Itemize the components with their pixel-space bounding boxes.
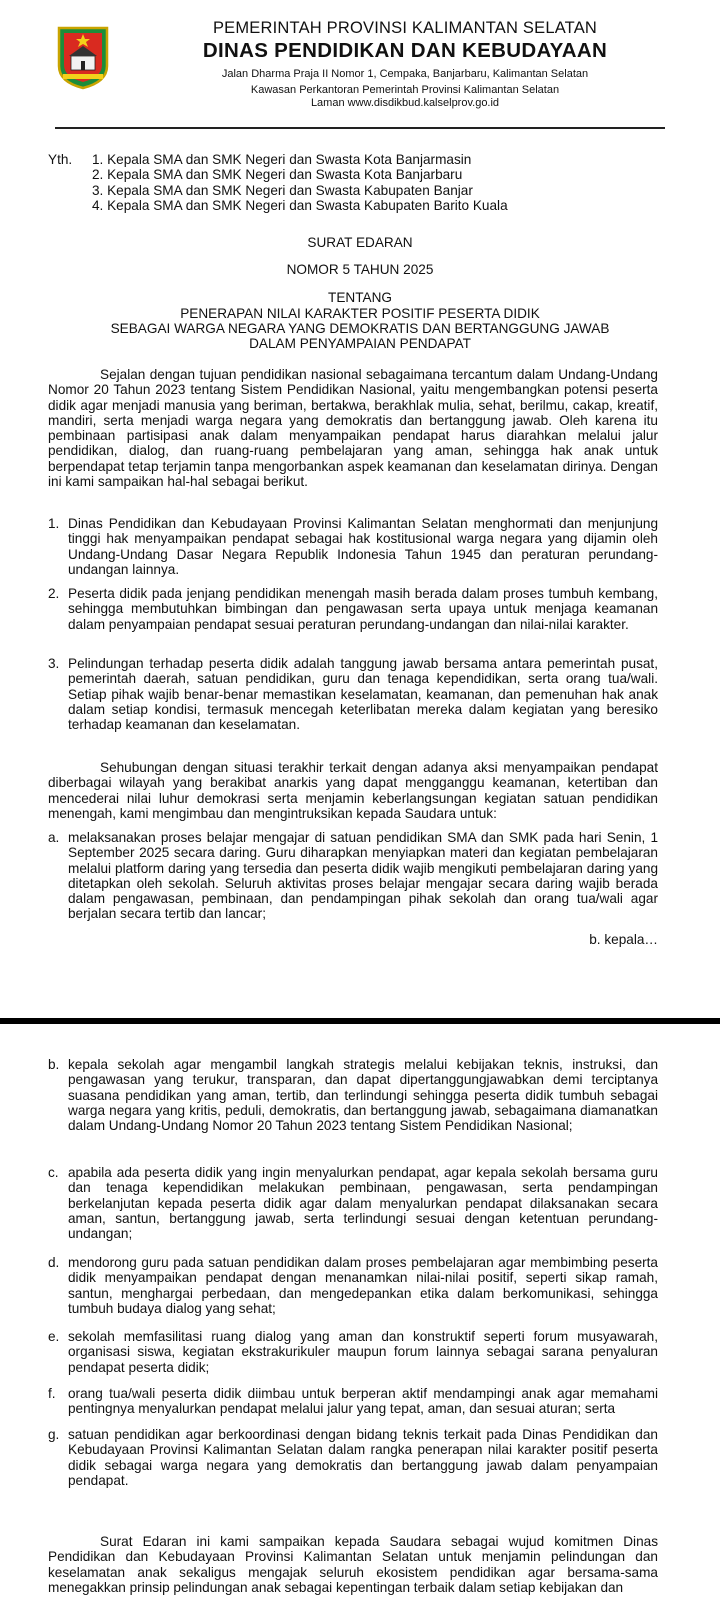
point-item: [48, 516, 658, 577]
addressee-item: 3. Kepala SMA dan SMK Negeri dan Swasta Kabupaten Banjar: [92, 182, 473, 198]
letter-subject-line-1: PENERAPAN NILAI KARAKTER POSITIF PESERTA DIDIK: [180, 306, 540, 321]
letter-about: TENTANG: [328, 290, 392, 305]
instruction-item: [48, 1165, 658, 1241]
letterhead-divider: [55, 127, 665, 129]
office-name: DINAS PENDIDIKAN DAN KEBUDAYAAN: [202, 39, 608, 62]
instruction-item: [48, 1329, 658, 1375]
point-number: 1.: [48, 516, 60, 531]
letter-type: SURAT EDARAN: [307, 235, 413, 250]
addressee-item: 1. Kepala SMA dan SMK Negeri dan Swasta Kota Banjarmasin: [92, 152, 472, 167]
point-text: Peserta didik pada jenjang pendidikan menengah masih berada dalam proses tumbuh kembang, sehingga membutuhkan bimbingan dan pengawasan serta upaya untuk menjaga keamanan dalam penyampaian pendapat sesuai peraturan perundang-undangan dan nilai-nilai karakter.: [68, 586, 658, 632]
government-name: PEMERINTAH PROVINSI KALIMANTAN SELATAN: [212, 19, 598, 37]
point-text: Dinas Pendidikan dan Kebudayaan Provinsi Kalimantan Selatan menghormati dan menjunjung tinggi hak menyampaikan pendapat sebagai hak kostitusional warga negara yang dijamin oleh Undang-Undang Dasar Negara Republik Indonesia Tahun 1945 dan peraturan perundang-undangan lainnya.: [68, 516, 658, 577]
context-paragraph: Sehubungan dengan situasi terakhir terkait dengan adanya aksi menyampaikan pendapat diberbagai wilayah yang berakibat anarkis yang dapat mengganggu keamanan, ketertiban dan mencederai nilai luhur demokrasi serta menjamin keberlangsungan kegiatan satuan pendidikan menengah, kami mengimbau dan mengintruksikan kepada Saudara untuk:: [48, 760, 658, 821]
page-gap: [0, 1024, 720, 1037]
addressee-item: 2. Kepala SMA dan SMK Negeri dan Swasta Kota Banjarbaru: [92, 167, 463, 183]
instruction-letter: c.: [48, 1165, 59, 1180]
letter-number: NOMOR 5 TAHUN 2025: [286, 262, 434, 277]
addressee-item: 4. Kepala SMA dan SMK Negeri dan Swasta Kabupaten Barito Kuala: [92, 197, 508, 213]
instruction-letter: d.: [48, 1255, 60, 1270]
intro-paragraph: Sejalan dengan tujuan pendidikan nasional sebagaimana tercantum dalam Undang-Undang Nomor 20 Tahun 2023 tentang Sistem Pendidikan Nasional, yaitu mengembangkan potensi peserta didik agar menjadi manusia yang beriman, bertakwa, berakhlak mulia, sehat, berilmu, cakap, kreatif, mandiri, serta menjadi warga negara yang demokratis dan bertanggung jawab. Oleh karena itu pembinaan partisipasi anak dalam menyampaikan pendapat harus diarahkan melalui jalur pendidikan, dialog, dan ruang-ruang pembelajaran yang aman, sehingga hak anak untuk berpendapat tetap terjamin tanpa mengorbankan aspek keamanan dan keselamatan dirinya. Dengan ini kami sampaikan hal-hal sebagai berikut.: [48, 367, 658, 490]
addressee-label: Yth.: [48, 152, 73, 167]
office-address: Jalan Dharma Praja II Nomor 1, Cempaka, Banjarbaru, Kalimantan Selatan: [221, 68, 589, 80]
instruction-letter: b.: [48, 1057, 60, 1072]
instruction-item: [48, 1057, 658, 1133]
instruction-text: apabila ada peserta didik yang ingin menyalurkan pendapat, agar kepala sekolah bersama guru dan tenaga kependidikan melakukan pembinaan, pengawasan, serta pendampingan berkelanjutan kepada peserta didik agar dalam menyalurkan pendapat dilaksanakan secara aman, santun, bertanggung jawab, serta terlindungi sesuai dengan ketentuan perundang-undangan;: [68, 1165, 658, 1242]
instruction-item: [48, 1427, 658, 1488]
instruction-text: melaksanakan proses belajar mengajar di satuan pendidikan SMA dan SMK pada hari Senin, 1 September 2025 secara daring. Guru diharapkan menyiapkan materi dan kegiatan pembelajaran melalui platform daring yang tersedia dan peserta didik wajib mengikuti pembelajaran daring yang ditetapkan oleh sekolah. Seluruh aktivitas proses belajar mengajar secara daring wajib berada dalam pengawasan, pembinaan, dan pendampingan pihak sekolah dan orang tua/wali agar berjalan secara tertib dan lancar;: [68, 830, 658, 922]
letter-subject-line-2: SEBAGAI WARGA NEGARA YANG DEMOKRATIS DAN BERTANGGUNG JAWAB: [110, 321, 610, 336]
office-website: Laman www.disdikbud.kalselprov.go.id: [310, 97, 500, 109]
addressee-list: [92, 152, 672, 213]
point-number: 3.: [48, 656, 60, 671]
instruction-text: sekolah memfasilitasi ruang dialog yang aman dan konstruktif seperti forum musyawarah, organisasi siswa, kegiatan ekstrakurikuler maupun forum lainnya sebagai sarana penyaluran pendapat peserta didik;: [68, 1329, 658, 1375]
instruction-text: orang tua/wali peserta didik diimbau untuk berperan aktif mendampingi anak agar memahami pentingnya menyalurkan pendapat melalui jalur yang tepat, aman, dan sesuai aturan; serta: [68, 1386, 658, 1417]
instruction-item: [48, 830, 658, 922]
letter-page-2: [0, 1037, 720, 1600]
instruction-letter: a.: [48, 830, 60, 845]
instruction-text: kepala sekolah agar mengambil langkah strategis melalui kebijakan teknis, instruksi, dan pengawasan yang terukur, transparan, dan dapat dipertanggungjawabkan demi terciptanya suasana pendidikan yang aman, tertib, dan terlindungi sehingga peserta didik tumbuh sebagai warga negara yang kritis, peduli, demokratis, dan bertanggung jawab, sebagaimana diamanatkan dalam Undang-Undang Nomor 20 Tahun 2023 tentang Sistem Pendidikan Nasional;: [68, 1057, 658, 1134]
instruction-text: mendorong guru pada satuan pendidikan dalam proses pembelajaran agar membimbing peserta didik menyampaikan pendapat dengan menanamkan nilai-nilai positif, seperti sikap ramah, santun, menghargai perbedaan, dan mengedepankan etika dalam berkomunikasi, sehingga tumbuh budaya dialog yang sehat;: [68, 1255, 658, 1316]
point-text: Pelindungan terhadap peserta didik adalah tanggung jawab bersama antara pemerintah pusat, pemerintah daerah, satuan pendidikan, guru dan tenaga kependidikan, serta orang tua/wali. Setiap pihak wajib benar-benar memastikan keselamatan, keamanan, dan pemenuhan hak anak dalam setiap kondisi, termasuk mencegah keterlibatan mereka dalam kegiatan yang beresiko terhadap keamanan dan keselamatan.: [68, 656, 658, 733]
instruction-item: [48, 1386, 658, 1417]
point-item: [48, 586, 658, 632]
instruction-item: [48, 1255, 658, 1316]
instruction-text: satuan pendidikan agar berkoordinasi dengan bidang teknis terkait pada Dinas Pendidikan dan Kebudayaan Provinsi Kalimantan Selatan dalam rangka penerapan nilai karakter positif peserta didik sebagai warga negara yang demokratis dan bertanggung jawab dalam penyampaian pendapat.: [68, 1427, 658, 1488]
office-complex: Kawasan Perkantoran Pemerintah Provinsi Kalimantan Selatan: [250, 84, 560, 96]
instruction-letter: f.: [48, 1386, 56, 1401]
instruction-letter: e.: [48, 1329, 60, 1344]
instruction-letter: g.: [48, 1427, 60, 1442]
letterhead: [150, 18, 660, 110]
point-item: [48, 656, 658, 732]
letter-subject-line-3: DALAM PENYAMPAIAN PENDAPAT: [249, 336, 471, 351]
point-number: 2.: [48, 586, 60, 601]
closing-paragraph: Surat Edaran ini kami sampaikan kepada Saudara sebagai wujud komitmen Dinas Pendidikan dan Kebudayaan Provinsi Kalimantan Selatan untuk menjamin pelindungan dan keselamatan anak sekaligus mengajak seluruh ekosistem pendidikan agar bersama-sama menegakkan prinsip pelindungan anak sebagai kepentingan terbaik dalam setiap kebijakan dan: [48, 1534, 658, 1595]
provincial-emblem-icon: [57, 26, 109, 90]
page-continuation: b. kepala…: [589, 932, 658, 947]
